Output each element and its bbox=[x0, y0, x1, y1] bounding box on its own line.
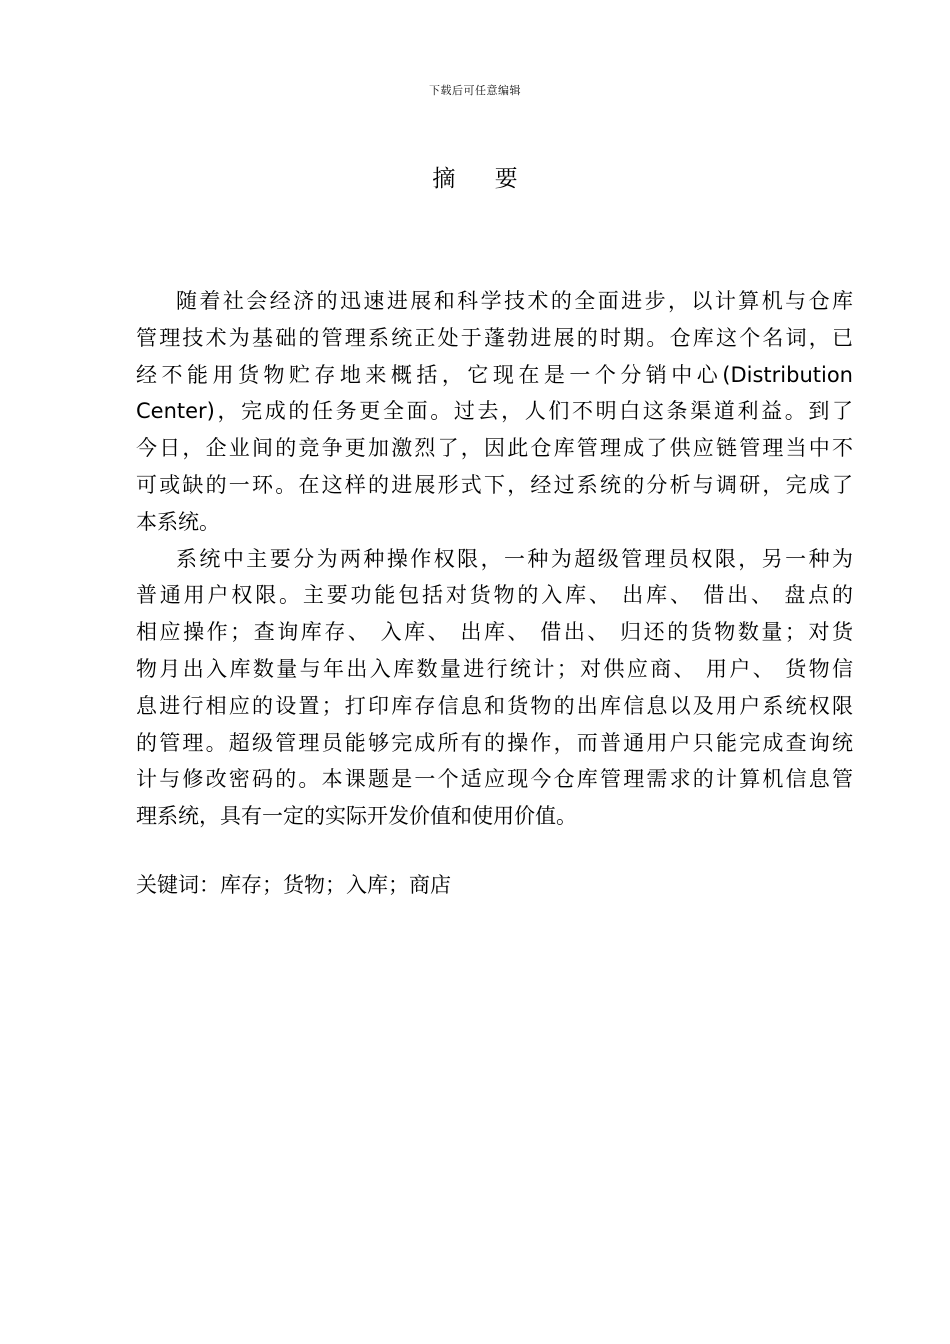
text-line: 物月出入库数量与年出入库数量进行统计；对供应商、 用户、 货物信 bbox=[136, 656, 853, 681]
text-line: 计与修改密码的。本课题是一个适应现今仓库管理需求的计算机信息管 bbox=[136, 767, 853, 792]
text-line: 的管理。超级管理员能够完成所有的操作，而普通用户只能完成查询统 bbox=[136, 730, 853, 755]
text-line: 息进行相应的设置；打印库存信息和货物的出库信息以及用户系统权限 bbox=[136, 693, 853, 718]
text-line: 随着社会经济的迅速进展和科学技术的全面进步，以计算机与仓库 bbox=[176, 289, 853, 313]
abstract-body bbox=[136, 283, 853, 835]
paragraph bbox=[136, 541, 853, 835]
text-line: 系统中主要分为两种操作权限，一种为超级管理员权限，另一种为 bbox=[176, 546, 853, 571]
text-line: 今日，企业间的竞争更加激烈了，因此仓库管理成了供应链管理当中不 bbox=[136, 436, 853, 461]
text-line: 本系统。 bbox=[136, 509, 220, 534]
text-line: 经不能用货物贮存地来概括，它现在是一个分销中心(Distribution bbox=[136, 362, 853, 387]
text-line: 可或缺的一环。在这样的进展形式下，经过系统的分析与调研，完成了 bbox=[136, 472, 853, 497]
paragraph bbox=[136, 283, 853, 541]
keywords-line: 关键词：库存；货物；入库；商店 bbox=[136, 873, 451, 897]
page-title: 摘 要 bbox=[432, 166, 534, 192]
text-line: Center)，完成的任务更全面。过去，人们不明白这条渠道利益。到了 bbox=[136, 399, 853, 424]
text-line: 管理技术为基础的管理系统正处于蓬勃进展的时期。仓库这个名词，已 bbox=[136, 325, 853, 350]
text-line: 普通用户权限。主要功能包括对货物的入库、 出库、 借出、 盘点的 bbox=[136, 583, 853, 608]
text-line: 相应操作；查询库存、 入库、 出库、 借出、 归还的货物数量；对货 bbox=[136, 620, 853, 645]
header-note: 下载后可任意编辑 bbox=[429, 84, 521, 97]
text-line: 理系统，具有一定的实际开发价值和使用价值。 bbox=[136, 804, 577, 829]
